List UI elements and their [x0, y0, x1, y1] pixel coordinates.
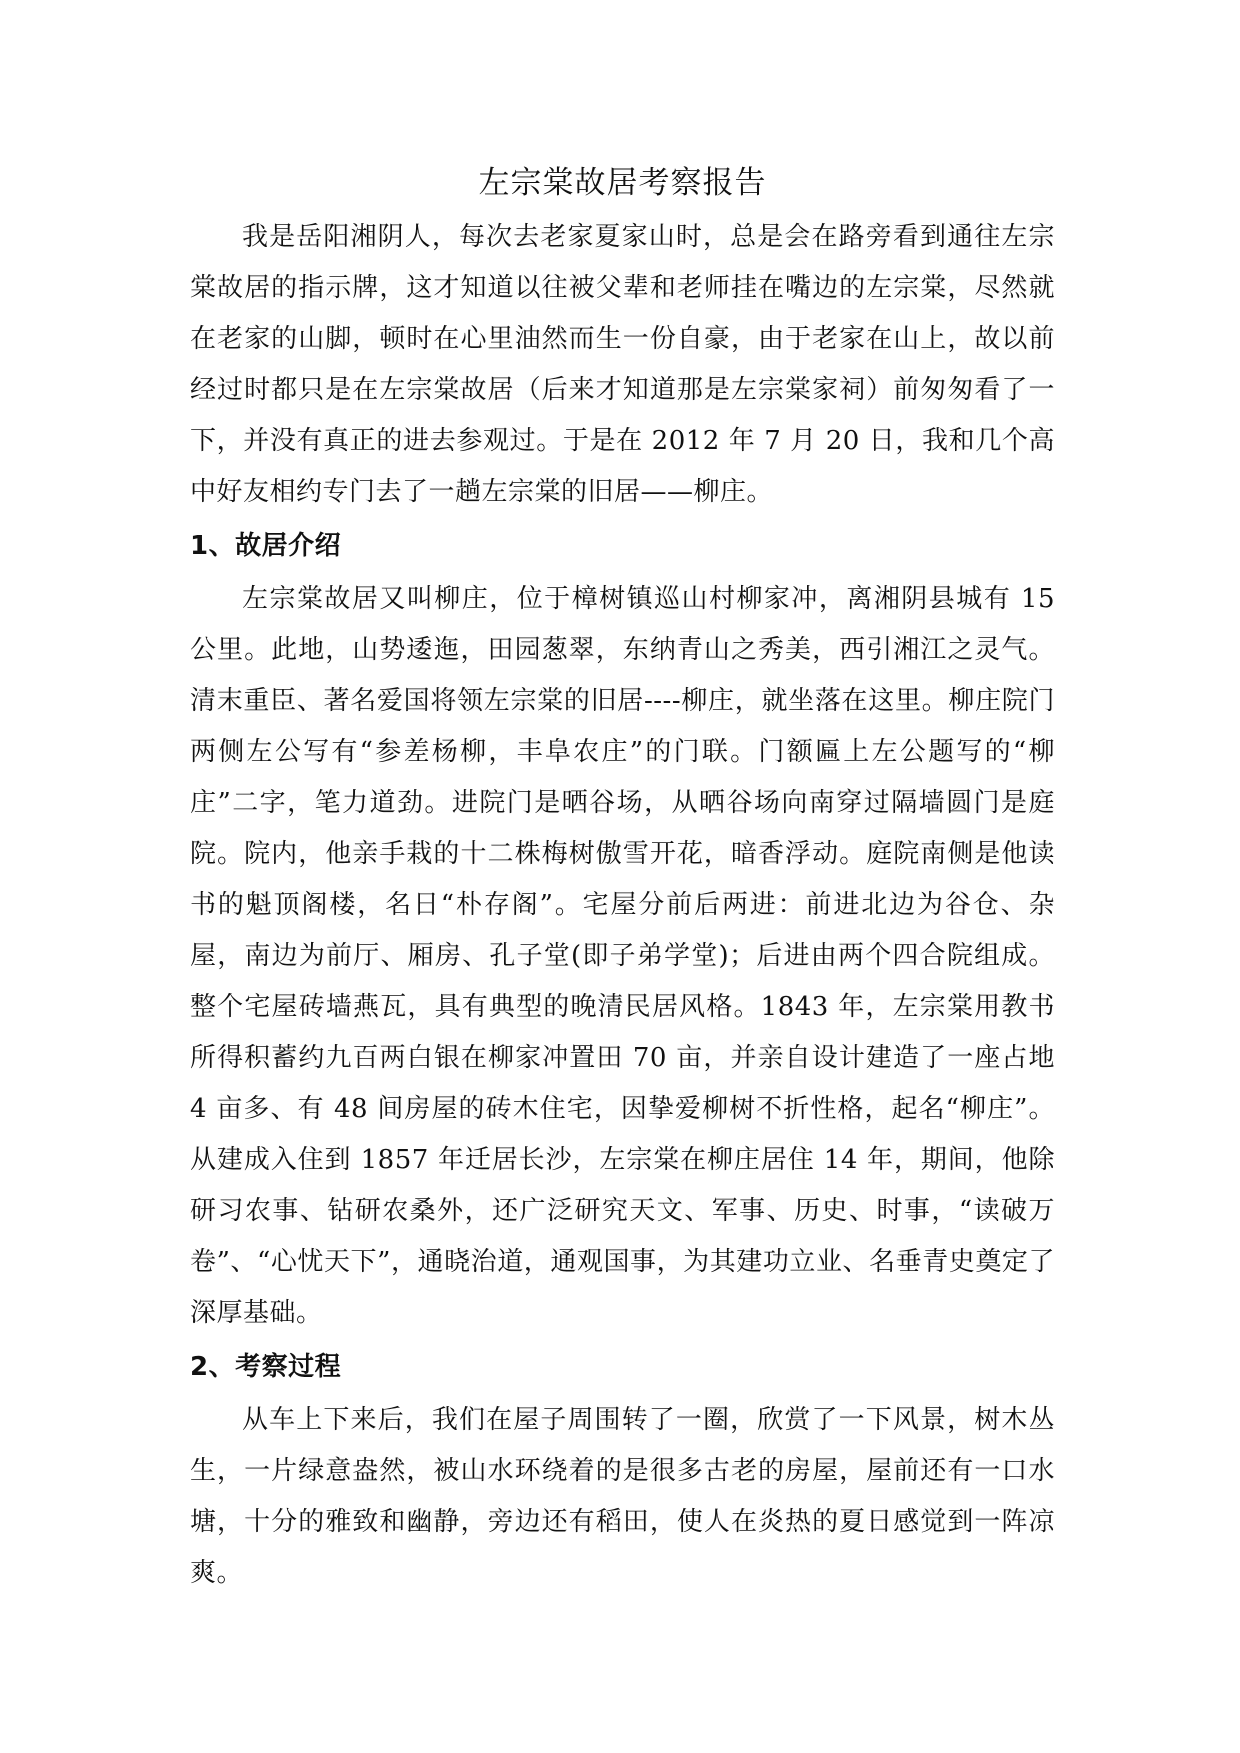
- section-heading-inspection-process: 2、考察过程: [190, 1352, 342, 1382]
- section-paragraph-residence-intro: 左宗棠故居又叫柳庄，位于樟树镇巡山村柳家冲，离湘阴县城有 15 公里。此地，山势逶迤，田园葱翠，东纳青山之秀美，西引湘江之灵气。清末重臣、著名爱国将领左宗棠的旧居----柳庄，就坐落在这里。柳庄院门两侧左公写有“参差杨柳，丰阜农庄”的门联。门额匾上左公题写的“柳庄”二字，笔力道劲。进院门是晒谷场，从晒谷场向南穿过隔墙圆门是庭院。院内，他亲手栽的十二株梅树傲雪开花，暗香浮动。庭院南侧是他读书的魁顶阁楼，名日“朴存阁”。宅屋分前后两进：前进北边为谷仓、杂屋，南边为前厅、厢房、孔子堂(即子弟学堂)；后进由两个四合院组成。整个宅屋砖墙燕瓦，具有典型的晚清民居风格。1843 年，左宗棠用教书所得积蓄约九百两白银在柳家冲置田 70 亩，并亲自设计建造了一座占地 4 亩多、有 48 间房屋的砖木住宅，因挚爱柳树不折性格，起名“柳庄”。从建成入住到 1857 年迁居长沙，左宗棠在柳庄居住 14 年，期间，他除研习农事、钻研农桑外，还广泛研究天文、军事、历史、时事，“读破万卷”、“心忧天下”，通晓治道，通观国事，为其建功立业、名垂青史奠定了深厚基础。: [190, 584, 1055, 1328]
- document-body: [190, 160, 1055, 1599]
- intro-paragraph: 我是岳阳湘阴人，每次去老家夏家山时，总是会在路旁看到通往左宗棠故居的指示牌，这才知道以往被父辈和老师挂在嘴边的左宗棠，尽然就在老家的山脚，顿时在心里油然而生一份自豪，由于老家在山上，故以前经过时都只是在左宗棠故居（后来才知道那是左宗棠家祠）前匆匆看了一下，并没有真正的进去参观过。于是在 2012 年 7 月 20 日，我和几个高中好友相约专门去了一趟左宗棠的旧居——柳庄。: [190, 222, 1055, 507]
- document-title: 左宗棠故居考察报告: [478, 165, 767, 201]
- section-paragraph-inspection-process: 从车上下来后，我们在屋子周围转了一圈，欣赏了一下风景，树木丛生，一片绿意盎然，被山水环绕着的是很多古老的房屋，屋前还有一口水塘，十分的雅致和幽静，旁边还有稻田，使人在炎热的夏日感觉到一阵凉爽。: [190, 1405, 1055, 1588]
- section-heading-residence-intro: 1、故居介绍: [190, 531, 342, 561]
